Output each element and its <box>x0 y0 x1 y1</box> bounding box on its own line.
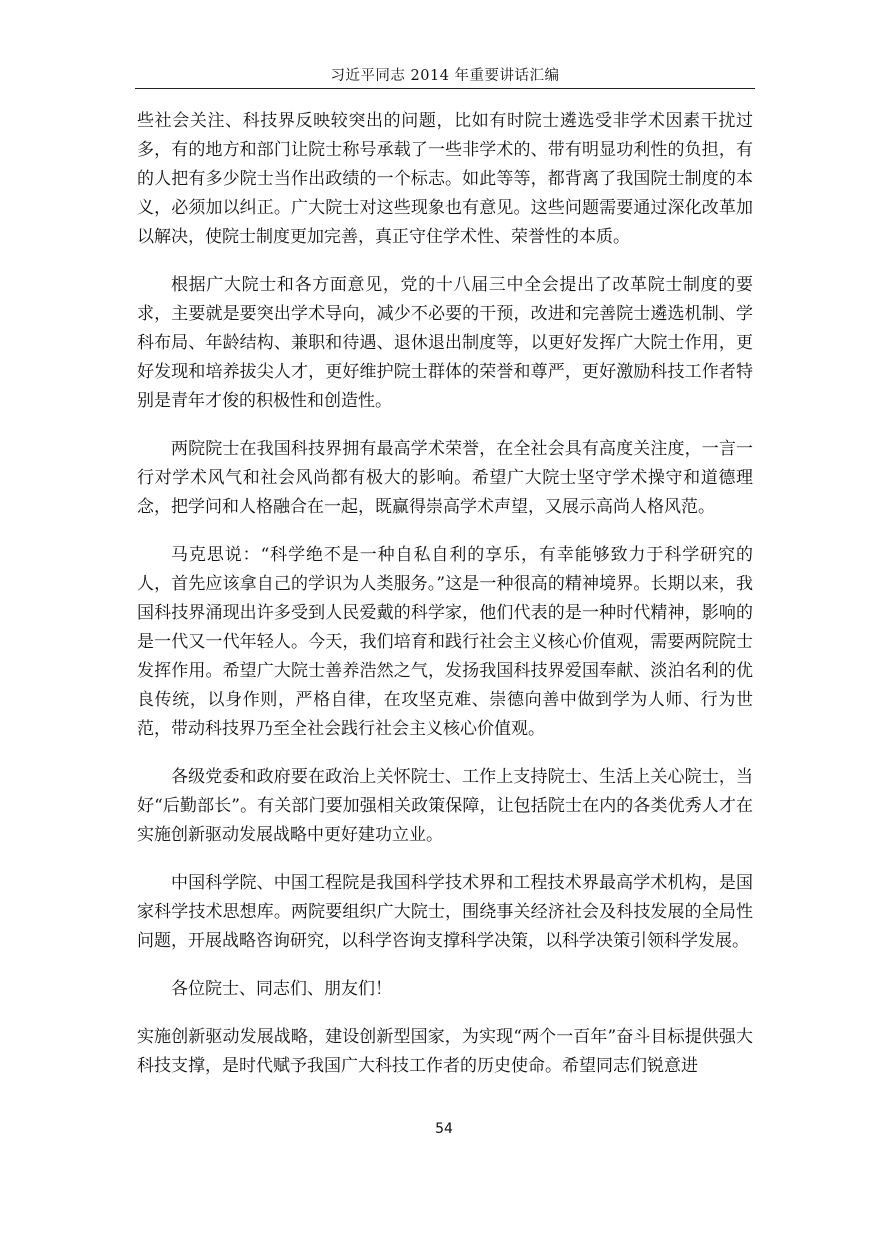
paragraph: 马克思说：“科学绝不是一种自私自利的享乐，有幸能够致力于科学研究的人，首先应该拿自己的学识为人类服务。”这是一种很高的精神境界。长期以来，我国科技界涌现出许多受到人民爱戴的科学家，他们代表的是一种时代精神，影响的是一代又一代年轻人。今天，我们培育和践行社会主义核心价值观，需要两院院士发挥作用。希望广大院士善养浩然之气，发扬我国科技界爱国奉献、淡泊名利的优良传统，以身作则，严格自律，在攻坚克难、崇德向善中做到学为人师、行为世范，带动科技界乃至全社会践行社会主义核心价值观。 <box>137 545 753 739</box>
header-divider <box>135 88 755 89</box>
body-text <box>137 107 753 1100</box>
running-header: 习近平同志 2014 年重要讲话汇编 <box>330 68 560 84</box>
page-number: 54 <box>435 1121 453 1137</box>
paragraph-continued: 些社会关注、科技界反映较突出的问题，比如有时院士遴选受非学术因素干扰过多，有的地方和部门让院士称号承载了一些非学术的、带有明显功利性的负担，有的人把有多少院士当作出政绩的一个标志。如此等等，都背离了我国院士制度的本义，必须加以纠正。广大院士对这些现象也有意见。这些问题需要通过深化改革加以解决，使院士制度更加完善，真正守住学术性、荣誉性的本质。 <box>137 111 753 247</box>
salutation: 各位院士、同志们、朋友们！ <box>171 979 392 999</box>
paragraph: 根据广大院士和各方面意见，党的十八届三中全会提出了改革院士制度的要求，主要就是要突出学术导向，减少不必要的干预，改进和完善院士遴选机制、学科布局、年龄结构、兼职和待遇、退休退出制度等，以更好发挥广大院士作用，更好发现和培养拔尖人才，更好维护院士群体的荣誉和尊严，更好激励科技工作者特别是青年才俊的积极性和创造性。 <box>137 275 753 411</box>
paragraph: 两院院士在我国科技界拥有最高学术荣誉，在全社会具有高度关注度，一言一行对学术风气和社会风尚都有极大的影响。希望广大院士坚守学术操守和道德理念，把学问和人格融合在一起，既赢得崇高学术声望，又展示高尚人格风范。 <box>137 439 753 517</box>
paragraph-unindented: 实施创新驱动发展战略，建设创新型国家，为实现“两个一百年”奋斗目标提供强大科技支撑，是时代赋予我国广大科技工作者的历史使命。希望同志们锐意进 <box>137 1027 753 1076</box>
paragraph: 各级党委和政府要在政治上关怀院士、工作上支持院士、生活上关心院士，当好“后勤部长”。有关部门要加强相关政策保障，让包括院士在内的各类优秀人才在实施创新驱动发展战略中更好建功立业。 <box>137 767 753 845</box>
paragraph: 中国科学院、中国工程院是我国科学技术界和工程技术界最高学术机构，是国家科学技术思想库。两院要组织广大院士，围绕事关经济社会及科技发展的全局性问题，开展战略咨询研究，以科学咨询支撑科学决策，以科学决策引领科学发展。 <box>137 873 753 951</box>
